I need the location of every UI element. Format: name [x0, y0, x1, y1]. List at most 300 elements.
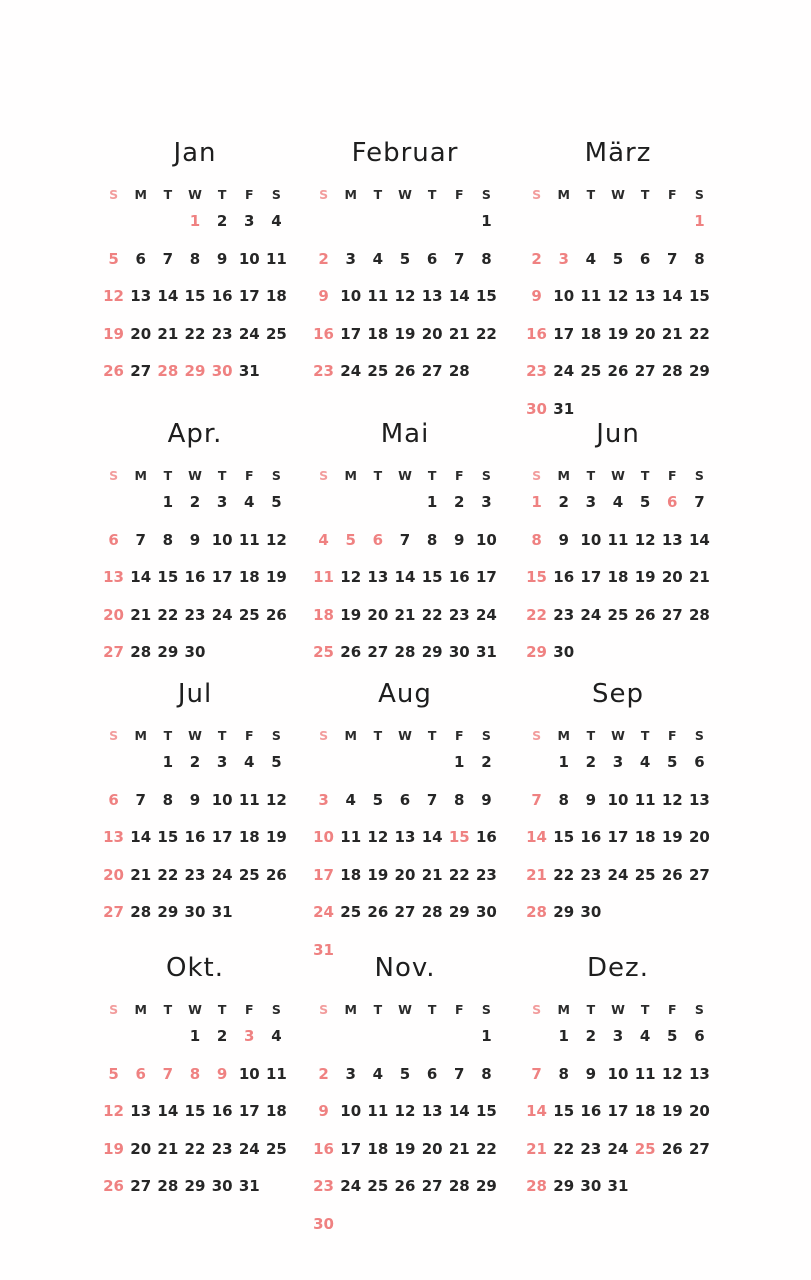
day-cell: 20: [394, 865, 416, 884]
weekday-label: S: [694, 728, 704, 743]
day-cell: 9: [454, 530, 465, 549]
day-cell: 30: [553, 643, 575, 661]
day-cell: 24: [607, 865, 629, 884]
day-cell: 24: [238, 1139, 260, 1158]
day-cell: 13: [367, 568, 389, 586]
day-cell: 17: [340, 1139, 362, 1158]
day-cell: 9: [481, 790, 492, 809]
day-cell: 31: [607, 1177, 629, 1195]
day-cell-holiday: 3: [318, 790, 329, 809]
month-jul: [100, 672, 290, 932]
day-cell: 24: [553, 362, 575, 380]
day-cell-holiday: 15: [526, 568, 547, 586]
day-cell-holiday: 15: [448, 828, 470, 846]
weekday-label: F: [455, 468, 464, 483]
day-cell: 14: [661, 287, 683, 305]
day-cell-holiday: 30: [313, 1214, 334, 1233]
day-cell: 8: [558, 1064, 569, 1083]
day-cell-holiday: 25: [634, 1139, 656, 1158]
day-cell: 19: [634, 568, 656, 586]
day-cell: 12: [265, 530, 287, 549]
day-cell: 12: [607, 287, 629, 305]
day-cell: 17: [211, 568, 233, 586]
weekday-label: W: [188, 728, 202, 743]
day-cell: 29: [475, 1177, 497, 1195]
day-cell: 18: [265, 1102, 287, 1120]
dates-grid: [310, 203, 500, 391]
day-cell: 27: [367, 643, 389, 661]
weekday-label: S: [271, 728, 281, 743]
day-cell: 26: [394, 362, 416, 380]
day-cell: 22: [421, 605, 443, 624]
weekday-label: M: [557, 187, 570, 202]
day-cell: 6: [399, 790, 411, 809]
day-cell: 22: [184, 1139, 206, 1158]
day-cell: 13: [688, 1064, 710, 1083]
day-cell: 12: [367, 828, 389, 846]
day-cell: 11: [607, 530, 629, 549]
weekday-label-sunday: S: [319, 728, 329, 743]
day-cell: 20: [421, 1139, 443, 1158]
day-cell: 18: [265, 287, 287, 305]
day-cell-holiday: 13: [103, 828, 124, 846]
day-cell: 20: [688, 1102, 710, 1120]
day-cell: 19: [607, 324, 629, 343]
day-cell: 17: [340, 324, 362, 343]
day-cell: 8: [558, 790, 569, 809]
day-cell: 15: [475, 1102, 497, 1120]
day-cell-holiday: 29: [526, 643, 547, 661]
weekday-label: F: [245, 1002, 254, 1017]
day-cell: 24: [607, 1139, 629, 1158]
day-cell: 7: [454, 249, 465, 268]
day-cell: 8: [481, 1064, 492, 1083]
day-cell: 28: [130, 903, 152, 921]
day-cell: 28: [448, 362, 470, 380]
day-cell: 30: [211, 1177, 233, 1195]
day-cell-holiday: 20: [103, 865, 124, 884]
day-cell: 29: [421, 643, 443, 661]
day-cell: 12: [634, 530, 656, 549]
day-cell: 16: [580, 1102, 602, 1120]
day-cell: 23: [475, 865, 497, 884]
day-cell: 10: [238, 249, 260, 268]
day-cell: 18: [634, 828, 656, 846]
weekday-label: W: [188, 1002, 202, 1017]
day-cell-holiday: 9: [531, 287, 542, 305]
day-cell: 18: [607, 568, 629, 586]
day-cell: 18: [238, 828, 260, 846]
day-cell: 2: [558, 493, 569, 511]
day-cell: 17: [607, 1102, 629, 1120]
day-cell: 31: [475, 643, 497, 661]
day-cell: 26: [661, 1139, 683, 1158]
day-cell-holiday: 4: [318, 530, 329, 549]
day-cell: 14: [130, 828, 152, 846]
day-cell: 25: [580, 362, 602, 380]
day-cell: 25: [367, 362, 389, 380]
month-apr: [100, 412, 290, 672]
day-cell: 30: [580, 1177, 602, 1195]
day-cell: 30: [184, 903, 206, 921]
day-cell: 10: [211, 530, 233, 549]
month-title: Aug: [378, 679, 432, 709]
day-cell: 24: [211, 865, 233, 884]
month-title: Sep: [591, 679, 644, 709]
day-cell: 19: [340, 605, 362, 624]
day-cell: 5: [667, 1027, 678, 1045]
day-cell: 12: [394, 1102, 416, 1120]
day-cell: 8: [694, 249, 705, 268]
day-cell: 3: [612, 1027, 624, 1045]
day-cell: 13: [421, 1102, 443, 1120]
day-cell: 14: [157, 1102, 179, 1120]
day-cell-holiday: 8: [189, 1064, 201, 1083]
weekday-label-sunday: S: [319, 1002, 329, 1017]
month-jun: [523, 412, 713, 672]
day-cell: 6: [426, 249, 438, 268]
day-cell: 11: [265, 249, 287, 268]
weekday-label: F: [245, 728, 254, 743]
day-cell: 6: [694, 753, 705, 771]
day-cell-holiday: 30: [211, 362, 233, 380]
day-cell-holiday: 18: [313, 605, 334, 624]
day-cell: 3: [244, 212, 255, 230]
day-cell: 24: [211, 605, 233, 624]
day-cell: 22: [157, 605, 179, 624]
day-cell: 3: [585, 493, 597, 511]
day-cell: 16: [184, 568, 206, 586]
day-cell: 22: [475, 1139, 497, 1158]
day-cell: 4: [345, 790, 356, 809]
day-cell: 16: [553, 568, 575, 586]
day-cell: 17: [475, 568, 497, 586]
weekday-label: S: [271, 468, 281, 483]
day-cell-holiday: 12: [103, 287, 124, 305]
weekday-label: F: [455, 728, 464, 743]
day-cell: 1: [558, 1027, 569, 1045]
day-cell-holiday: 1: [531, 493, 542, 511]
day-cell: 28: [661, 362, 683, 380]
day-cell-holiday: 6: [135, 1064, 146, 1083]
day-cell: 6: [135, 249, 146, 268]
day-cell: 8: [162, 530, 174, 549]
day-cell: 25: [238, 605, 260, 624]
day-cell: 11: [634, 790, 656, 809]
month-title: Dez.: [587, 953, 649, 983]
day-cell: 10: [238, 1064, 260, 1083]
weekday-label: T: [373, 728, 383, 743]
month-mai: [310, 412, 500, 672]
weekday-label: M: [344, 728, 357, 743]
day-cell-holiday: 5: [108, 1064, 119, 1083]
weekday-label-sunday: S: [532, 1002, 542, 1017]
day-cell-holiday: 16: [313, 324, 334, 343]
weekday-label: T: [427, 468, 437, 483]
day-cell: 22: [448, 865, 470, 884]
day-cell: 18: [367, 324, 389, 343]
day-cell: 2: [585, 753, 597, 771]
day-cell: 14: [448, 1102, 470, 1120]
month-title: März: [584, 138, 652, 168]
day-cell: 19: [394, 324, 416, 343]
day-cell: 29: [157, 903, 179, 921]
month-jan: [100, 131, 290, 391]
day-cell: 13: [688, 790, 710, 809]
day-cell: 30: [448, 643, 470, 661]
day-cell: 14: [157, 287, 179, 305]
day-cell: 17: [238, 1102, 260, 1120]
day-cell: 23: [580, 865, 602, 884]
day-cell: 5: [271, 753, 282, 771]
day-cell: 3: [345, 1064, 356, 1083]
day-cell: 20: [130, 1139, 152, 1158]
day-cell: 10: [580, 530, 602, 549]
dates-grid: [100, 744, 290, 932]
day-cell: 31: [553, 399, 575, 418]
day-cell-holiday: 9: [216, 1064, 228, 1083]
day-cell: 2: [189, 753, 201, 771]
weekday-label: F: [455, 1002, 464, 1017]
day-cell: 23: [211, 324, 233, 343]
day-cell: 14: [421, 828, 443, 846]
day-cell: 20: [130, 324, 152, 343]
day-cell: 22: [475, 324, 497, 343]
day-cell: 27: [421, 1177, 443, 1195]
day-cell-holiday: 16: [313, 1139, 334, 1158]
weekday-label: M: [557, 1002, 570, 1017]
dates-grid: [523, 484, 713, 672]
day-cell-holiday: 6: [108, 530, 119, 549]
dates-grid: [523, 203, 713, 428]
weekday-label: T: [640, 468, 650, 483]
dates-grid: [523, 1018, 713, 1206]
day-cell: 7: [426, 790, 438, 809]
day-cell: 3: [345, 249, 356, 268]
weekday-label: T: [163, 468, 173, 483]
day-cell-holiday: 31: [313, 940, 334, 959]
day-cell-holiday: 19: [103, 324, 124, 343]
day-cell: 19: [661, 1102, 683, 1120]
day-cell: 16: [211, 287, 233, 305]
day-cell-holiday: 22: [526, 605, 547, 624]
day-cell-holiday: 5: [345, 530, 356, 549]
month-februar: [310, 131, 500, 391]
day-cell: 22: [184, 324, 206, 343]
weekday-label: F: [668, 468, 677, 483]
day-cell: 28: [688, 605, 710, 624]
day-cell: 23: [448, 605, 470, 624]
weekday-label: F: [668, 728, 677, 743]
day-cell: 7: [667, 249, 678, 268]
day-cell: 22: [157, 865, 179, 884]
day-cell: 7: [694, 493, 705, 511]
day-cell-holiday: 7: [162, 1064, 174, 1083]
day-cell-holiday: 17: [313, 865, 334, 884]
day-cell: 7: [135, 790, 146, 809]
day-cell: 17: [553, 324, 575, 343]
day-cell: 6: [639, 249, 651, 268]
day-cell: 25: [367, 1177, 389, 1195]
day-cell: 19: [367, 865, 389, 884]
day-cell: 15: [421, 568, 443, 586]
day-cell-holiday: 27: [103, 643, 124, 661]
day-cell: 11: [580, 287, 602, 305]
day-cell: 15: [184, 287, 206, 305]
day-cell: 27: [130, 1177, 152, 1195]
day-cell: 26: [607, 362, 629, 380]
day-cell: 4: [639, 753, 651, 771]
day-cell: 13: [421, 287, 443, 305]
weekday-label-sunday: S: [532, 728, 542, 743]
day-cell: 26: [265, 605, 287, 624]
day-cell: 28: [157, 1177, 179, 1195]
day-cell: 23: [580, 1139, 602, 1158]
day-cell: 2: [454, 493, 465, 511]
weekday-label: W: [611, 728, 625, 743]
day-cell: 15: [184, 1102, 206, 1120]
weekday-label-sunday: S: [532, 468, 542, 483]
day-cell-holiday: 10: [313, 828, 334, 846]
weekday-label: M: [344, 468, 357, 483]
day-cell: 15: [475, 287, 497, 305]
month-title: Okt.: [166, 953, 224, 983]
weekday-label: S: [271, 187, 281, 202]
day-cell: 28: [421, 903, 443, 921]
day-cell-holiday: 8: [531, 530, 542, 549]
dates-grid: [100, 484, 290, 672]
weekday-label: T: [640, 187, 650, 202]
day-cell: 1: [162, 493, 174, 511]
month-title: Jul: [177, 679, 213, 709]
dates-grid: [310, 484, 500, 672]
day-cell-holiday: 6: [108, 790, 119, 809]
day-cell: 20: [367, 605, 389, 624]
month-title: Jan: [173, 138, 217, 168]
day-cell: 18: [367, 1139, 389, 1158]
day-cell-holiday: 21: [526, 865, 547, 884]
weekday-label: T: [427, 1002, 437, 1017]
dates-grid: [523, 744, 713, 932]
day-cell: 6: [426, 1064, 438, 1083]
day-cell-holiday: 29: [184, 362, 206, 380]
day-cell: 21: [394, 605, 416, 624]
day-cell: 3: [216, 493, 228, 511]
weekday-label: M: [557, 728, 570, 743]
weekday-label: T: [586, 187, 596, 202]
day-cell-holiday: 2: [318, 249, 329, 268]
day-cell: 16: [475, 828, 497, 846]
day-cell: 15: [688, 287, 710, 305]
weekday-label: W: [398, 1002, 412, 1017]
weekday-label: F: [668, 1002, 677, 1017]
dates-grid: [310, 744, 500, 969]
day-cell: 26: [394, 1177, 416, 1195]
day-cell: 26: [265, 865, 287, 884]
day-cell: 25: [265, 324, 287, 343]
weekday-label: T: [217, 1002, 227, 1017]
day-cell: 14: [448, 287, 470, 305]
day-cell: 22: [553, 865, 575, 884]
weekday-label: F: [245, 187, 254, 202]
weekday-label: M: [134, 468, 147, 483]
day-cell: 31: [238, 1177, 260, 1195]
day-cell: 21: [157, 1139, 179, 1158]
day-cell-holiday: 6: [667, 493, 678, 511]
weekday-header-row: [523, 181, 713, 209]
day-cell: 5: [372, 790, 384, 809]
day-cell: 10: [475, 530, 497, 549]
day-cell: 28: [394, 643, 416, 661]
day-cell: 4: [244, 493, 255, 511]
day-cell: 10: [340, 287, 362, 305]
weekday-label: W: [398, 728, 412, 743]
weekday-label: M: [344, 1002, 357, 1017]
weekday-label: T: [163, 187, 173, 202]
day-cell-holiday: 13: [103, 568, 124, 586]
weekday-label: T: [163, 1002, 173, 1017]
month-title: Jun: [596, 419, 640, 449]
day-cell: 13: [130, 1102, 152, 1120]
weekday-label: S: [481, 728, 491, 743]
weekday-label-sunday: S: [109, 187, 119, 202]
weekday-label-sunday: S: [319, 468, 329, 483]
day-cell: 24: [340, 362, 362, 380]
day-cell-holiday: 9: [318, 1102, 329, 1120]
day-cell: 8: [454, 790, 465, 809]
day-cell: 5: [271, 493, 282, 511]
day-cell: 4: [244, 753, 255, 771]
weekday-label-sunday: S: [109, 728, 119, 743]
day-cell: 29: [157, 643, 179, 661]
day-cell: 21: [130, 605, 152, 624]
weekday-label: M: [134, 187, 147, 202]
day-cell: 27: [688, 1139, 710, 1158]
day-cell: 4: [612, 493, 624, 511]
day-cell: 7: [135, 530, 146, 549]
day-cell: 2: [216, 212, 228, 230]
month-aug: [310, 672, 500, 969]
weekday-label: S: [271, 1002, 281, 1017]
weekday-label: W: [188, 468, 202, 483]
weekday-label: W: [611, 187, 625, 202]
weekday-label: T: [373, 187, 383, 202]
day-cell: 24: [580, 605, 602, 624]
month-title: Februar: [351, 138, 459, 168]
weekday-label: T: [217, 187, 227, 202]
day-cell: 27: [394, 903, 416, 921]
day-cell: 18: [634, 1102, 656, 1120]
day-cell: 7: [454, 1064, 465, 1083]
day-cell: 29: [553, 1177, 575, 1195]
day-cell: 11: [265, 1064, 287, 1083]
day-cell: 29: [184, 1177, 206, 1195]
day-cell: 4: [372, 249, 384, 268]
day-cell: 21: [661, 324, 683, 343]
day-cell: 14: [130, 568, 152, 586]
day-cell: 5: [667, 753, 678, 771]
day-cell: 15: [157, 828, 179, 846]
dates-grid: [100, 1018, 290, 1206]
day-cell: 26: [340, 643, 362, 661]
day-cell: 9: [189, 790, 201, 809]
weekday-label: M: [557, 468, 570, 483]
day-cell: 14: [394, 568, 416, 586]
day-cell: 9: [585, 790, 597, 809]
month-title: Nov.: [374, 953, 436, 983]
day-cell: 17: [580, 568, 602, 586]
day-cell: 6: [694, 1027, 705, 1045]
